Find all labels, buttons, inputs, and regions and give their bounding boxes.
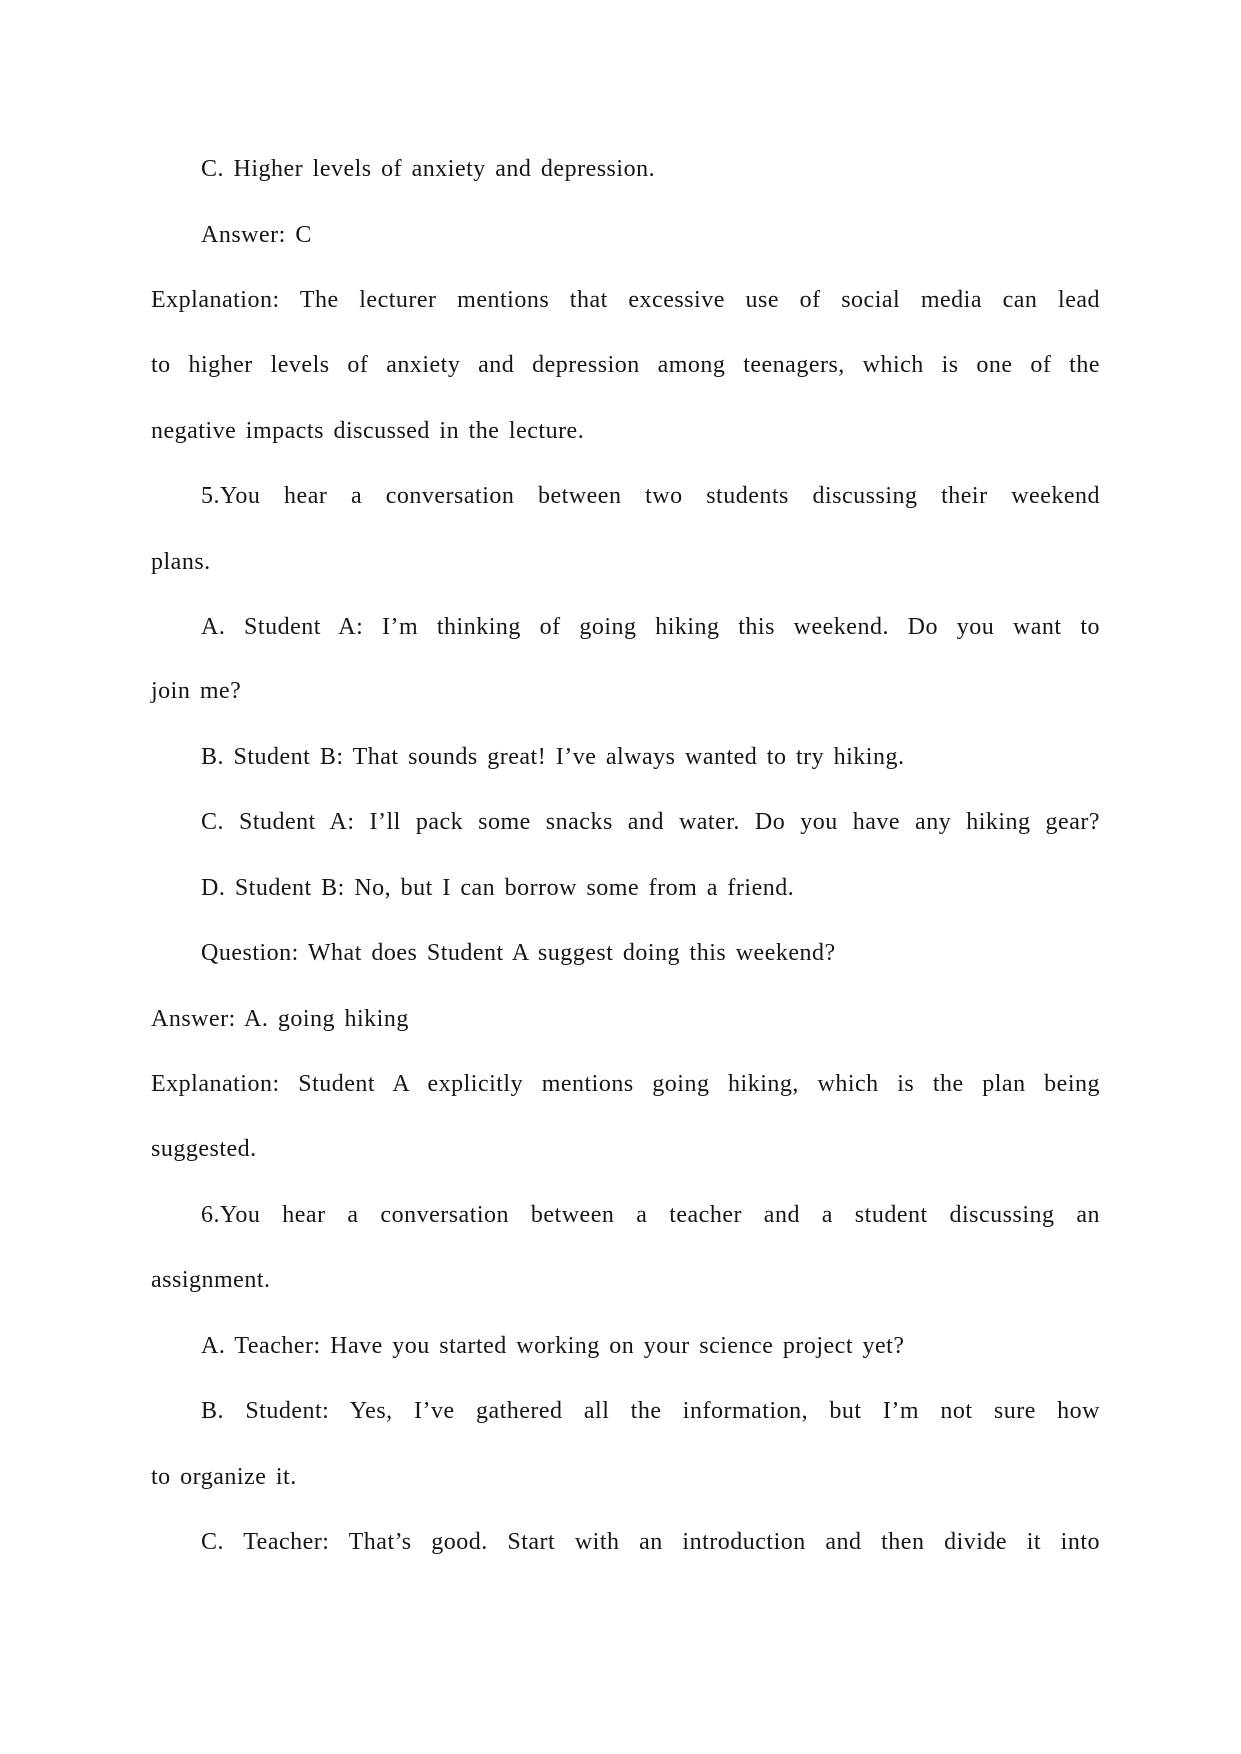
question-prompt: 5.You hear a conversation between two students discussing their weekend <box>201 483 1100 509</box>
dialogue-option-c: C. Student A: I’ll pack some snacks and water. Do you have any hiking gear? <box>201 809 1100 835</box>
answer-line: Answer: A. going hiking <box>151 1006 409 1032</box>
answer-line: Answer: C <box>201 222 312 248</box>
question-line: Question: What does Student A suggest doing this weekend? <box>201 940 836 966</box>
explanation-line: Explanation: Student A explicitly mentions going hiking, which is the plan being <box>151 1071 1100 1097</box>
answer-option-c: C. Higher levels of anxiety and depression. <box>201 156 656 182</box>
dialogue-option-a: join me? <box>151 678 242 704</box>
dialogue-option-d: D. Student B: No, but I can borrow some from a friend. <box>201 875 795 901</box>
explanation-line: Explanation: The lecturer mentions that excessive use of social media can lead <box>151 287 1100 313</box>
dialogue-option-a: A. Teacher: Have you started working on your science project yet? <box>201 1333 905 1359</box>
question-prompt: plans. <box>151 549 211 575</box>
question-prompt: 6.You hear a conversation between a teacher and a student discussing an <box>201 1202 1100 1228</box>
explanation-line: suggested. <box>151 1136 257 1162</box>
explanation-line: to higher levels of anxiety and depression among teenagers, which is one of the <box>151 352 1100 378</box>
dialogue-option-b: B. Student: Yes, I’ve gathered all the information, but I’m not sure how <box>201 1398 1100 1424</box>
explanation-line: negative impacts discussed in the lecture. <box>151 418 585 444</box>
dialogue-option-c: C. Teacher: That’s good. Start with an introduction and then divide it into <box>201 1529 1100 1555</box>
dialogue-option-a: A. Student A: I’m thinking of going hiking this weekend. Do you want to <box>201 614 1100 640</box>
question-prompt: assignment. <box>151 1267 271 1293</box>
dialogue-option-b: to organize it. <box>151 1464 297 1490</box>
dialogue-option-b: B. Student B: That sounds great! I’ve always wanted to try hiking. <box>201 744 905 770</box>
